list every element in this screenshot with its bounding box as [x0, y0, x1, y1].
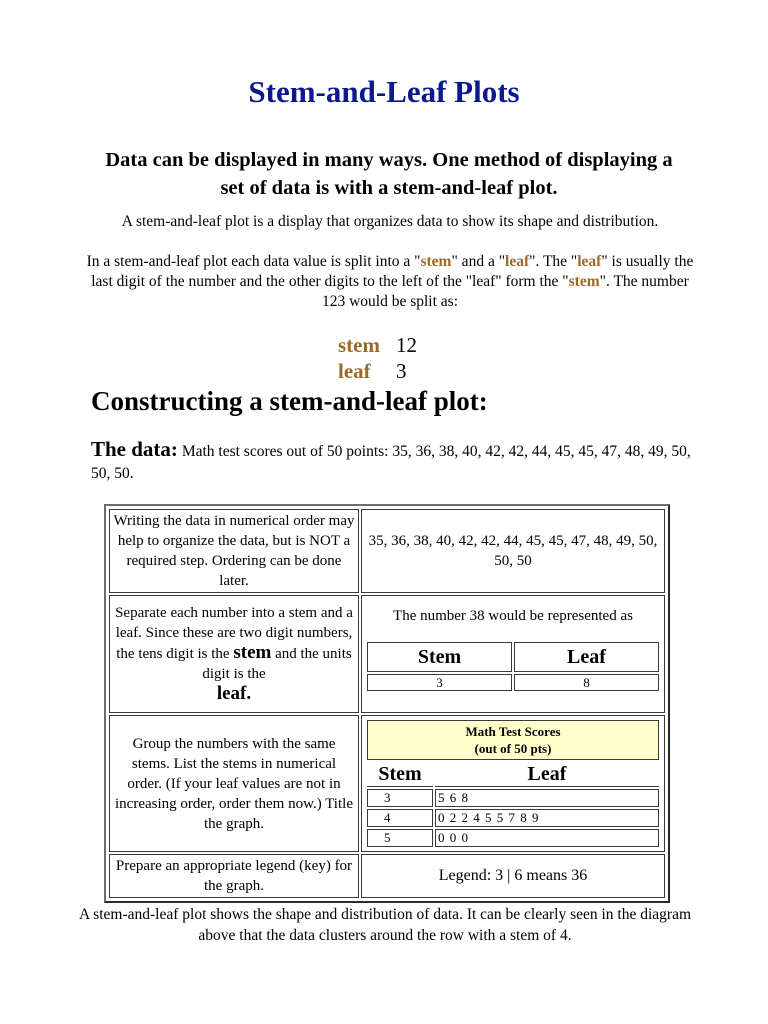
split-text-2: " and a "	[451, 253, 506, 270]
keyword-stem: stem	[420, 253, 452, 270]
split-example-stem-row	[338, 332, 417, 358]
scores-leaf-cell: 5 6 8	[435, 789, 659, 807]
keyword-leaf-2: leaf	[577, 253, 602, 270]
step4-legend: Legend: 3 | 6 means 36	[361, 854, 665, 898]
step2-stem-word: stem	[233, 642, 272, 663]
step2-leaf-word: leaf.	[216, 683, 252, 704]
scores-leaf-cell: 0 0 0	[435, 829, 659, 847]
intro-statement: Data can be displayed in many ways. One method of displaying a set of data is with a stem-and-leaf plot.	[105, 149, 673, 199]
split-leaf-label: leaf	[338, 359, 371, 383]
scores-stem-cell: 3	[367, 789, 433, 807]
keyword-stem-2: stem	[568, 273, 600, 290]
mini-leaf-value: 8	[514, 674, 659, 691]
step2-text-b: and the units digit is the	[202, 646, 352, 682]
data-line	[91, 438, 691, 485]
section-heading: Constructing a stem-and-leaf plot:	[91, 386, 488, 416]
scores-leaf-cell: 0 2 2 4 5 5 7 8 9	[435, 809, 659, 827]
closing-paragraph: A stem-and-leaf plot shows the shape and distribution of data. It can be clearly seen in the diagram above that the data clusters around the row with a stem of 4.	[78, 906, 692, 944]
scores-stem-header: Stem	[367, 762, 433, 787]
split-example	[338, 332, 417, 384]
step3-instruction: Group the numbers with the same stems. List the stems in numerical order. (If your leaf values are not in increasing order, order them now.) Title the graph.	[109, 715, 359, 852]
split-leaf-value: 3	[396, 359, 407, 383]
step2-text-a: Separate each number into a stem and a leaf. Since these are two digit numbers, the tens digit is the	[115, 605, 353, 662]
step1-instruction: Writing the data in numerical order may help to organize the data, but is NOT a required step. Ordering can be done later.	[109, 509, 359, 593]
split-text-4: " is usually the last digit of the number and the other digits to the left of the "leaf" form the "	[91, 253, 694, 290]
scores-table-title: Math Test Scores	[465, 724, 561, 739]
steps-table	[104, 504, 670, 903]
data-lead: The data:	[91, 437, 178, 461]
definition-paragraph: A stem-and-leaf plot is a display that organizes data to show its shape and distribution.	[121, 213, 659, 230]
step-row-2	[109, 595, 665, 713]
scores-table-subtitle: (out of 50 pts)	[474, 741, 552, 756]
step-row-4	[109, 854, 665, 898]
scores-stem-cell: 4	[367, 809, 433, 827]
scores-row	[367, 789, 659, 807]
step2-example	[361, 595, 665, 713]
step-row-3	[109, 715, 665, 852]
scores-stem-cell: 5	[367, 829, 433, 847]
step1-ordered-data: 35, 36, 38, 40, 42, 42, 44, 45, 45, 47, 48, 49, 50, 50, 50	[361, 509, 665, 593]
step2-example-text: The number 38 would be represented as	[393, 608, 633, 624]
split-text-3: ". The "	[529, 253, 578, 270]
split-stem-label: stem	[338, 333, 380, 357]
step3-plot	[361, 715, 665, 852]
scores-row	[367, 829, 659, 847]
keyword-leaf: leaf	[505, 253, 530, 270]
split-stem-value: 12	[396, 333, 417, 357]
split-paragraph	[85, 252, 695, 312]
math-scores-table	[365, 718, 661, 849]
step4-instruction: Prepare an appropriate legend (key) for the graph.	[109, 854, 359, 898]
mini-leaf-header: Leaf	[514, 642, 659, 672]
scores-table-caption	[367, 720, 659, 760]
step2-instruction	[109, 595, 359, 713]
step-row-1	[109, 509, 665, 593]
stem-leaf-mini-table	[365, 640, 661, 693]
data-values: Math test scores out of 50 points: 35, 36, 38, 40, 42, 42, 44, 45, 45, 47, 48, 49, 50, 50, 50.	[91, 443, 691, 482]
split-example-leaf-row	[338, 358, 417, 384]
page-title: Stem-and-Leaf Plots	[248, 74, 520, 109]
scores-leaf-header: Leaf	[435, 762, 659, 787]
split-text-5: ". The number 123 would be split as:	[321, 273, 689, 310]
scores-row	[367, 809, 659, 827]
split-text-1: In a stem-and-leaf plot each data value is split into a "	[86, 253, 421, 270]
mini-stem-header: Stem	[367, 642, 512, 672]
mini-stem-value: 3	[367, 674, 512, 691]
